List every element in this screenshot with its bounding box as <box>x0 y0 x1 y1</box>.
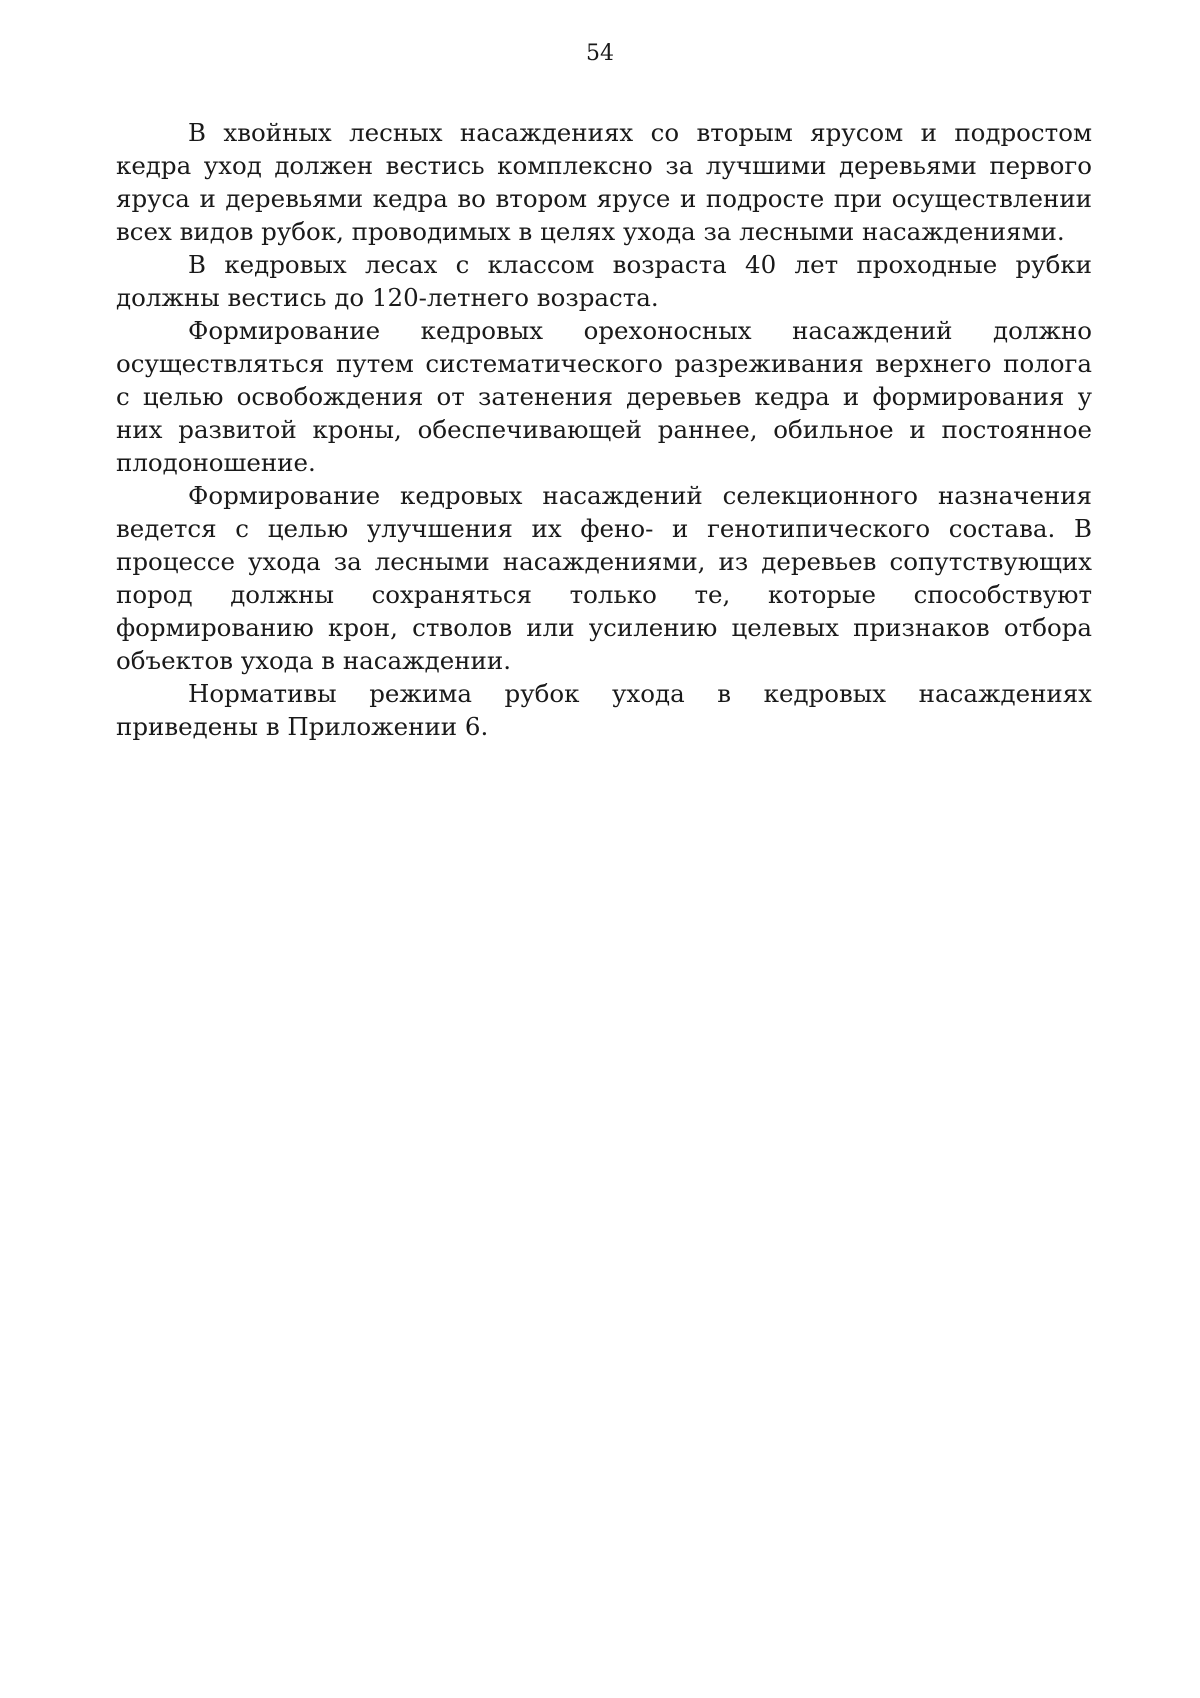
paragraph-appendix-reference: Нормативы режима рубок ухода в кедровых насаждениях приведены в Приложении 6. <box>116 679 1092 741</box>
paragraph-cedar-second-tier: В хвойных лесных насаждениях со вторым ярусом и подростом кедра уход должен вестись комплексно за лучшими деревьями первого яруса и деревьями кедра во втором ярусе и подросте при осуществлении всех видов рубок, проводимых в целях ухода за лесными насаждениями. <box>116 118 1092 246</box>
page-number: 54 <box>586 41 614 66</box>
paragraph-thinning-age: В кедровых лесах с классом возраста 40 лет проходные рубки должны вестись до 120-летнего возраста. <box>116 250 1092 312</box>
paragraph-nut-bearing-stands: Формирование кедровых орехоносных насаждений должно осуществляться путем систематического разреживания верхнего полога с целью освобождения от затенения деревьев кедра и формирования у них развитой кроны, обеспечивающей раннее, обильное и постоянное плодоношение. <box>116 316 1092 477</box>
paragraph-selection-stands: Формирование кедровых насаждений селекционного назначения ведется с целью улучшения их фено- и генотипического состава. В процессе ухода за лесными насаждениями, из деревьев сопутствующих пород должны сохраняться только те, которые способствуют формированию крон, стволов или усилению целевых признаков отбора объектов ухода в насаждении. <box>116 481 1092 675</box>
document-body <box>116 116 1092 743</box>
